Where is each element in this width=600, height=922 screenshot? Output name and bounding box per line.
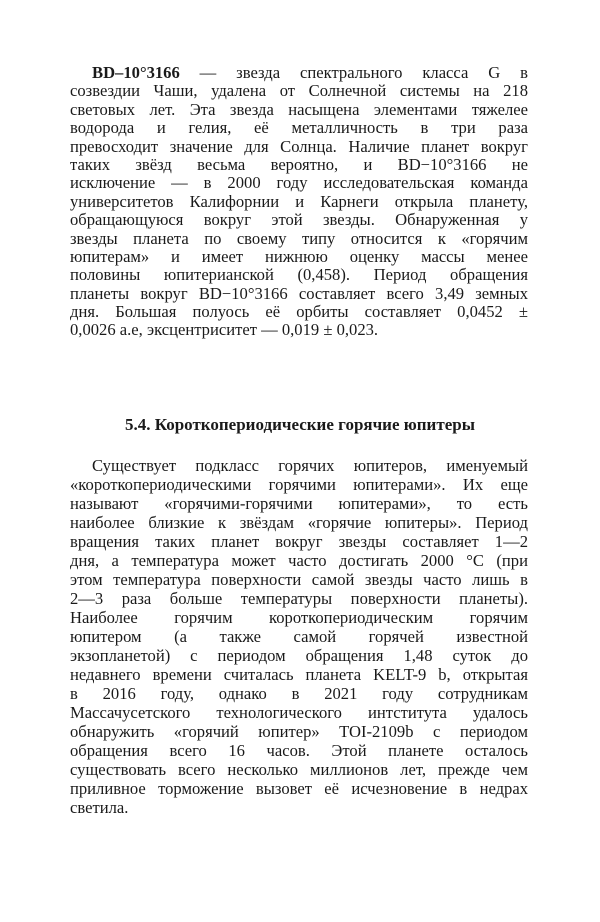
text-line: недавнего времени считалась планета KELT-9 b, открытая [70, 665, 528, 684]
text-line: планеты вокруг BD−10°3166 составляет всего 3,49 земных [70, 283, 528, 303]
text-line: наиболее близкие к звёздам «горячие юпитеры». Период [70, 513, 528, 532]
text-line: Существует подкласс горячих юпитеров, именуемый [92, 456, 528, 475]
text-line: 2—3 раза больше температуры поверхности планеты). [70, 589, 528, 608]
section-heading: 5.4. Короткопериодические горячие юпитеры [125, 415, 475, 434]
text-line: таких звёзд весьма вероятно, и BD−10°3166 не [70, 154, 528, 174]
text-line: обнаружить «горячий юпитер» TOI-2109b с периодом [70, 722, 528, 741]
text-line: экзопланетой) с периодом обращения 1,48 суток до [70, 646, 528, 665]
text-line: университетов Калифорнии и Карнеги открыла планету, [70, 191, 528, 211]
star-name-bold: BD–10°3166 [92, 63, 180, 82]
text-line: вращения таких планет вокруг звезды составляет 1—2 [70, 532, 528, 551]
text-line: в 2016 году, однако в 2021 году сотрудникам [70, 684, 528, 703]
text-line: дня, а температура может часто достигать 2000 °C (при [70, 551, 528, 570]
text-line: исключение — в 2000 году исследовательская команда [70, 173, 528, 193]
text-line: называют «горячими-горячими юпитерами», то есть [70, 494, 528, 513]
text-line: Массачусетского технологического интститута удалось [70, 703, 528, 722]
text-line: светила. [70, 798, 129, 817]
text-line: юпитером (а также самой горячей известной [70, 627, 528, 646]
text-line: Наиболее горячим короткопериодическим горячим [70, 608, 528, 627]
text-line: этом температура поверхности самой звезды часто лишь в [70, 570, 528, 589]
text-line: существовать всего несколько миллионов лет, прежде чем [70, 760, 528, 779]
paragraph-bd-10-3166 [70, 64, 528, 340]
text-line: 0,0026 а.е, эксцентриситет — 0,019 ± 0,023. [70, 320, 379, 340]
text-line: световых лет. Эта звезда насыщена элементами тяжелее [70, 99, 528, 119]
text-line: юпитерам» и имеет нижнюю оценку массы менее [70, 246, 528, 266]
text-line: «короткопериодическими горячими юпитерами». Их еще [70, 475, 528, 494]
text-line: созвездии Чаши, удалена от Солнечной системы на 218 [70, 81, 528, 101]
paragraph-short-period-hot-jupiters [70, 456, 528, 817]
text-line: половины юпитерианской (0,458). Период обращения [70, 265, 528, 285]
text-line: обращения всего 16 часов. Этой планете осталось [70, 741, 528, 760]
text-line: обращающуюся вокруг этой звезды. Обнаруженная у [70, 210, 528, 230]
text-line: дня. Большая полуось её орбиты составляет 0,0452 ± [70, 302, 528, 322]
text-line: превосходит значение для Солнца. Наличие планет вокруг [70, 136, 528, 156]
text-line: приливное торможение вызовет её исчезновение в недрах [70, 779, 528, 798]
text-line: BD–10°3166 — звезда спектрального класса G в [92, 63, 528, 82]
text-line: водорода и гелия, её металличность в три раза [70, 118, 528, 138]
text-line: звезды планета по своему типу относится к «горячим [70, 228, 528, 248]
